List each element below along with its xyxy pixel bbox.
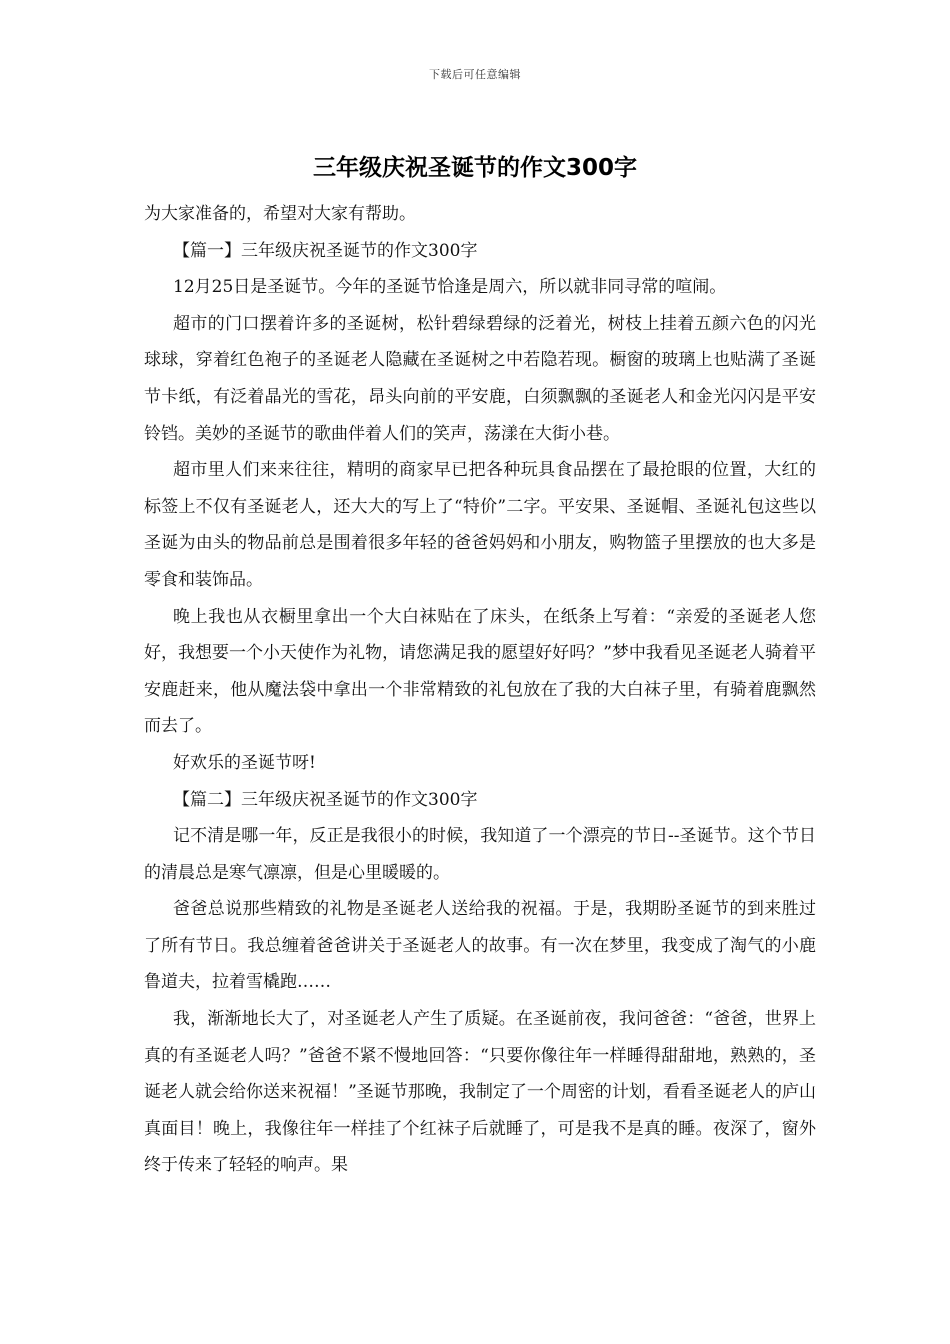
- body-paragraph: 记不清是哪一年，反正是我很小的时候，我知道了一个漂亮的节日--圣诞节。这个节日的清晨总是寒气凛凛，但是心里暖暖的。: [144, 826, 816, 883]
- body-paragraph: 超市里人们来来往往，精明的商家早已把各种玩具食品摆在了最抢眼的位置，大红的标签上不仅有圣诞老人，还大大的写上了“特价”二字。平安果、圣诞帽、圣诞礼包这些以圣诞为由头的物品前总是围着很多年轻的爸爸妈妈和小朋友，购物篮子里摆放的也大多是零食和装饰品。: [144, 460, 816, 590]
- body-paragraph: 好欢乐的圣诞节呀!: [173, 752, 316, 773]
- intro-paragraph: 为大家准备的，希望对大家有帮助。: [144, 204, 416, 224]
- section-heading-two: 【篇二】三年级庆祝圣诞节的作文300字: [173, 789, 478, 810]
- document-title: 三年级庆祝圣诞节的作文300字: [312, 155, 637, 181]
- header-note: 下载后可任意编辑: [429, 68, 521, 81]
- body-paragraph: 爸爸总说那些精致的礼物是圣诞老人送给我的祝福。于是，我期盼圣诞节的到来胜过了所有节日。我总缠着爸爸讲关于圣诞老人的故事。有一次在梦里，我变成了淘气的小鹿鲁道夫，拉着雪橇跑……: [144, 899, 816, 993]
- section-heading-one: 【篇一】三年级庆祝圣诞节的作文300字: [173, 240, 478, 261]
- body-paragraph: 12月25日是圣诞节。今年的圣诞节恰逢是周六，所以就非同寻常的喧闹。: [173, 277, 727, 298]
- body-paragraph: 超市的门口摆着许多的圣诞树，松针碧绿碧绿的泛着光，树枝上挂着五颜六色的闪光球球，穿着红色袍子的圣诞老人隐藏在圣诞树之中若隐若现。橱窗的玻璃上也贴满了圣诞节卡纸，有泛着晶光的雪花，昂头向前的平安鹿，白须飘飘的圣诞老人和金光闪闪是平安铃铛。美妙的圣诞节的歌曲伴着人们的笑声，荡漾在大街小巷。: [144, 313, 816, 444]
- body-paragraph: 我，渐渐地长大了，对圣诞老人产生了质疑。在圣诞前夜，我问爸爸：“爸爸，世界上真的有圣诞老人吗？”爸爸不紧不慢地回答：“只要你像往年一样睡得甜甜地，熟熟的，圣诞老人就会给你送来祝福！”圣诞节那晚，我制定了一个周密的计划，看看圣诞老人的庐山真面目！晚上，我像往年一样挂了个红袜子后就睡了，可是我不是真的睡。夜深了，窗外终于传来了轻轻的响声。果: [144, 1009, 816, 1176]
- document-body: [144, 196, 816, 1184]
- body-paragraph: 晚上我也从衣橱里拿出一个大白袜贴在了床头，在纸条上写着：“亲爱的圣诞老人您好，我想要一个小天使作为礼物，请您满足我的愿望好好吗？”梦中我看见圣诞老人骑着平安鹿赶来，他从魔法袋中拿出一个非常精致的礼包放在了我的大白袜子里，有骑着鹿飘然而去了。: [144, 606, 816, 737]
